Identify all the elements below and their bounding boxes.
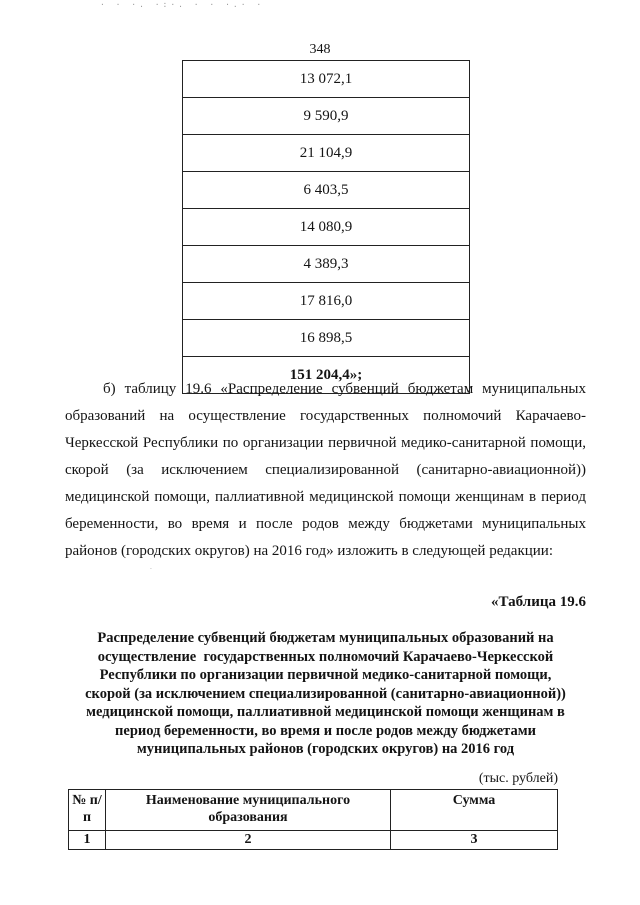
distribution-table: [68, 789, 558, 850]
title-line: медицинской помощи, паллиативной медицинской помощи женщинам в: [86, 704, 565, 720]
title-line: Распределение субвенций бюджетам муниципальных образований на: [97, 630, 554, 646]
amount-cell: 16 898,5: [183, 320, 470, 357]
amount-cell: 4 389,3: [183, 246, 470, 283]
header-number: № п/п: [69, 790, 106, 831]
page-number: 348: [309, 42, 331, 57]
amount-cell: 9 590,9: [183, 98, 470, 135]
title-line: осуществление государственных полномочий Карачаево-Черкесской: [97, 648, 554, 665]
table-title: [65, 629, 586, 759]
table-row: [183, 172, 470, 209]
table-row: [183, 246, 470, 283]
header-municipality: Наименование муниципального образования: [106, 790, 391, 831]
title-line: период беременности, во время и после родов между бюджетами: [115, 722, 536, 739]
table-row: [183, 320, 470, 357]
table-label: «Таблица 19.6: [491, 594, 586, 610]
total-cell: 151 204,4»;: [183, 357, 470, 394]
amount-cell: 21 104,9: [183, 135, 470, 172]
column-number-cell: 2: [106, 831, 391, 850]
amount-cell: 14 080,9: [183, 209, 470, 246]
table-row: [69, 831, 558, 850]
title-line: муниципальных районов (городских округов) на 2016 год: [136, 741, 515, 757]
header-amount: Сумма: [391, 790, 558, 831]
column-number-cell: 3: [391, 831, 558, 850]
column-number-cell: 1: [69, 831, 106, 850]
amount-cell: 6 403,5: [183, 172, 470, 209]
table-row: [183, 283, 470, 320]
amendment-paragraph: [65, 376, 586, 565]
amount-cell: 13 072,1: [183, 61, 470, 98]
scan-artifact: · · ·. ·:·. · · ·.· ·: [100, 0, 265, 9]
scan-dot: ·: [150, 566, 152, 573]
table-row: [183, 98, 470, 135]
table-header-row: [69, 790, 558, 831]
table-row: [183, 209, 470, 246]
amounts-table: [182, 60, 470, 394]
amount-cell: 17 816,0: [183, 283, 470, 320]
title-line: скорой (за исключением специализированной (санитарно-авиационной)): [85, 685, 566, 702]
table-row: [183, 61, 470, 98]
title-line: Республики по организации первичной медико-санитарной помощи,: [99, 667, 552, 683]
units-label: (тыс. рублей): [478, 771, 558, 786]
paragraph-text: б) таблицу 19.6 «Распределение субвенций бюджетам муниципальных образований на осуществление государственных полномочий Карачаево-Черкесской Республики по организации первичной медико-санитарной помощи, скорой (за исключением специализированной (санитарно-авиационной)) медицинской помощи, паллиативной медицинской помощи женщинам в период беременности, во время и после родов между бюджетами муниципальных районов (городских округов) на 2016 год» изложить в следующей редакции:: [65, 381, 586, 559]
table-row: [183, 135, 470, 172]
